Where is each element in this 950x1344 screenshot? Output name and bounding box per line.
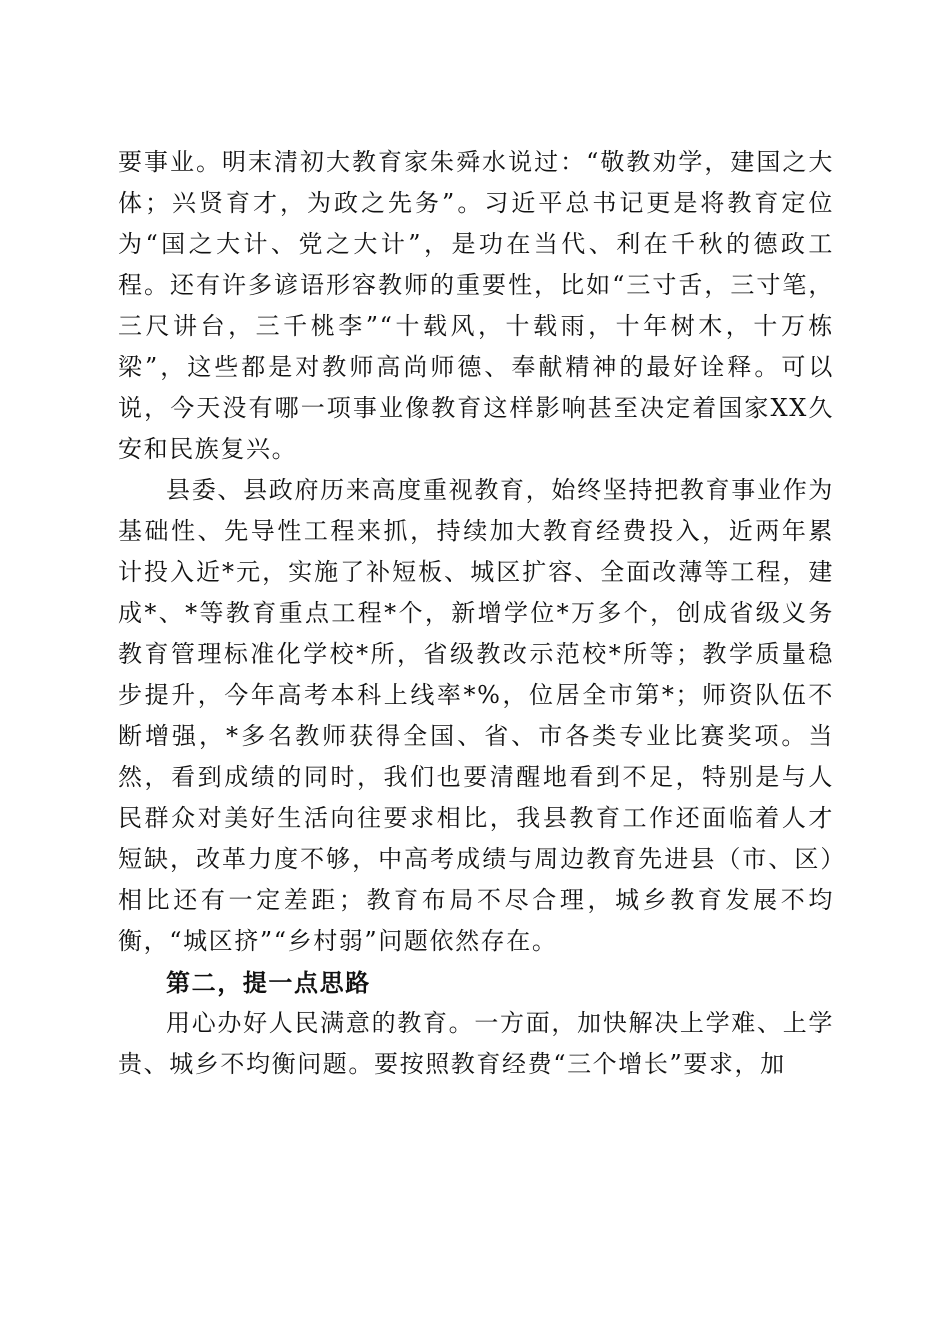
paragraph-education-importance: 要事业。明末清初大教育家朱舜水说过：“敬教劝学，建国之大体；兴贤育才，为政之先务”。习近平总书记更是将教育定位为“国之大计、党之大计”，是功在当代、利在千秋的德政工程。还有许多谚语形容教师的重要性，比如“三寸舌，三寸笔，三尺讲台，三千桃李”“十载风，十载雨，十年树木，十万栋梁”，这些都是对教师高尚师德、奉献精神的最好诠释。可以说，今天没有哪一项事业像教育这样影响甚至决定着国家XX久安和民族复兴。 <box>118 148 834 463</box>
section-heading-second: 第二，提一点思路 <box>166 968 371 997</box>
paragraph-county-achievements: 县委、县政府历来高度重视教育，始终坚持把教育事业作为基础性、先导性工程来抓，持续加大教育经费投入，近两年累计投入近*元，实施了补短板、城区扩容、全面改薄等工程，建成*、*等教育重点工程*个，新增学位*万多个，创成省级义务教育管理标准化学校*所，省级教改示范校*所等；教学质量稳步提升，今年高考本科上线率*%，位居全市第*；师资队伍不断增强，*多名教师获得全国、省、市各类专业比赛奖项。当然，看到成绩的同时，我们也要清醒地看到不足，特别是与人民群众对美好生活向往要求相比，我县教育工作还面临着人才短缺，改革力度不够，中高考成绩与周边教育先进县（市、区）相比还有一定差距；教育布局不尽合理，城乡教育发展不均衡，“城区挤”“乡村弱”问题依然存在。 <box>118 476 834 955</box>
paragraph-education-plan: 用心办好人民满意的教育。一方面，加快解决上学难、上学贵、城乡不均衡问题。要按照教育经费“三个增长”要求，加 <box>118 1009 834 1078</box>
document-body <box>118 142 834 1085</box>
